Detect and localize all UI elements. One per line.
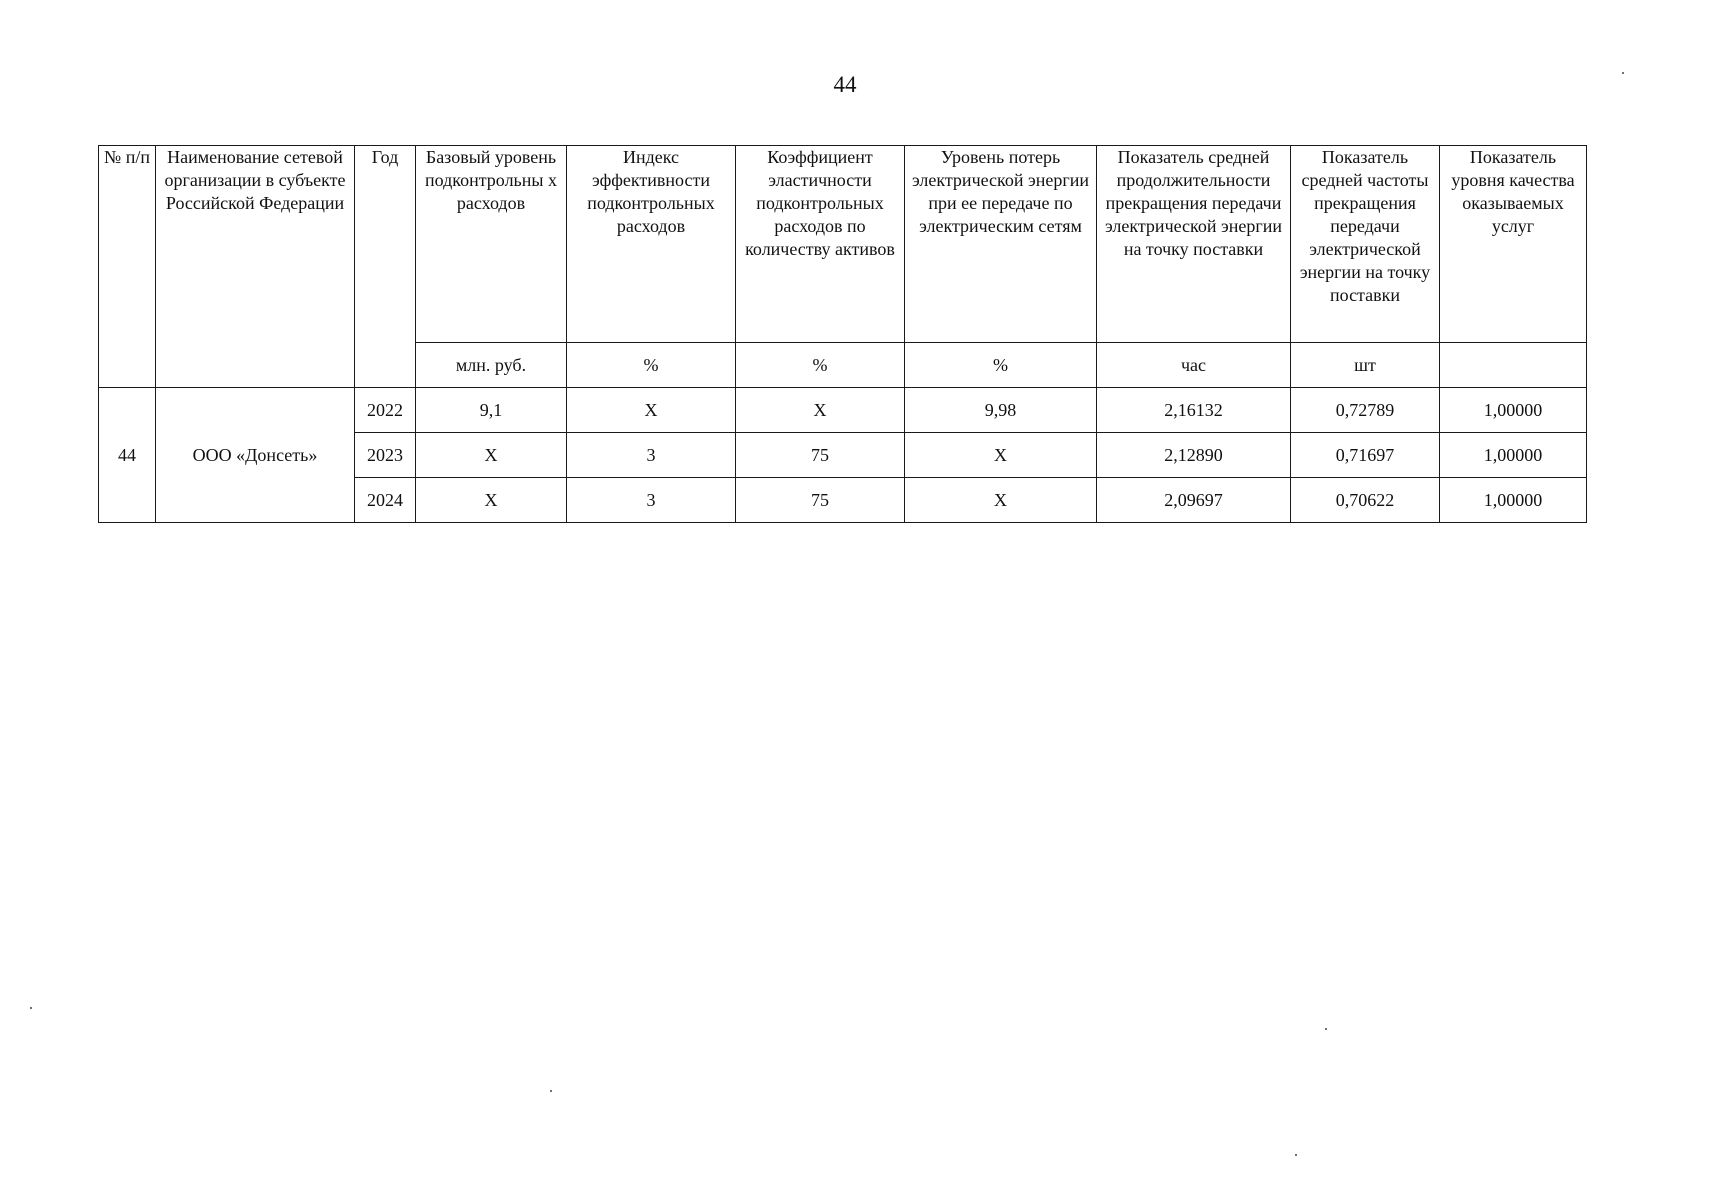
- cell: 9,1: [416, 388, 567, 433]
- cell: 0,70622: [1291, 478, 1440, 523]
- indicators-table: [98, 145, 1587, 523]
- header-losses: Уровень потерь электрической энергии при ее передаче по электрическим сетям: [905, 146, 1097, 343]
- cell: 75: [736, 478, 905, 523]
- header-number: № п/п: [99, 146, 156, 388]
- scan-speck: [1295, 1154, 1297, 1156]
- row-year: 2023: [355, 433, 416, 478]
- cell: Х: [905, 478, 1097, 523]
- scan-speck: [30, 1007, 32, 1009]
- unit-cell: %: [736, 343, 905, 388]
- header-quality: Показатель уровня качества оказываемых услуг: [1440, 146, 1587, 343]
- cell: Х: [736, 388, 905, 433]
- row-year: 2024: [355, 478, 416, 523]
- org-number: 44: [99, 388, 156, 523]
- header-efficiency-index: Индекс эффективности подконтрольных расходов: [567, 146, 736, 343]
- cell: 2,09697: [1097, 478, 1291, 523]
- cell: 75: [736, 433, 905, 478]
- cell: 2,12890: [1097, 433, 1291, 478]
- unit-cell: %: [905, 343, 1097, 388]
- cell: 3: [567, 478, 736, 523]
- cell: Х: [567, 388, 736, 433]
- unit-cell: [1440, 343, 1587, 388]
- header-organization: Наименование сетевой организации в субъекте Российской Федерации: [156, 146, 355, 388]
- org-name: ООО «Донсеть»: [156, 388, 355, 523]
- cell: Х: [416, 433, 567, 478]
- scan-speck: [550, 1090, 552, 1092]
- table-row: [99, 388, 1587, 433]
- cell: 1,00000: [1440, 478, 1587, 523]
- unit-cell: %: [567, 343, 736, 388]
- row-year: 2022: [355, 388, 416, 433]
- header-duration: Показатель средней продолжительности прекращения передачи электрической энергии на точку поставки: [1097, 146, 1291, 343]
- header-base-costs: Базовый уровень подконтрольны х расходов: [416, 146, 567, 343]
- scan-speck: [1325, 1028, 1327, 1030]
- cell: 0,72789: [1291, 388, 1440, 433]
- cell: 0,71697: [1291, 433, 1440, 478]
- header-elasticity: Коэффициент эластичности подконтрольных расходов по количеству активов: [736, 146, 905, 343]
- cell: 1,00000: [1440, 388, 1587, 433]
- unit-cell: шт: [1291, 343, 1440, 388]
- cell: Х: [416, 478, 567, 523]
- header-year: Год: [355, 146, 416, 388]
- header-frequency: Показатель средней частоты прекращения передачи электрической энергии на точку поставки: [1291, 146, 1440, 343]
- unit-cell: час: [1097, 343, 1291, 388]
- cell: Х: [905, 433, 1097, 478]
- page-number: 44: [833, 72, 857, 97]
- cell: 2,16132: [1097, 388, 1291, 433]
- unit-cell: млн. руб.: [416, 343, 567, 388]
- cell: 3: [567, 433, 736, 478]
- header-row: [99, 146, 1587, 343]
- cell: 1,00000: [1440, 433, 1587, 478]
- cell: 9,98: [905, 388, 1097, 433]
- scan-speck: [1622, 72, 1624, 74]
